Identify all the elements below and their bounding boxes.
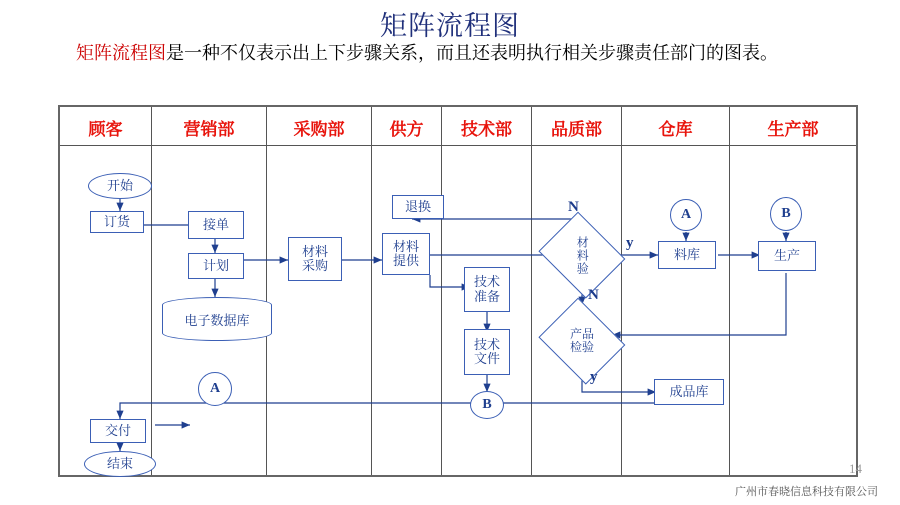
- matrix-flowchart: [58, 105, 858, 477]
- node-start: 开始: [88, 173, 152, 199]
- node-product-inspection: [536, 303, 628, 379]
- node-technical-preparation: 技术 准备: [464, 267, 510, 312]
- lane-header-label: 供方: [389, 120, 424, 139]
- node-material-purchase: 材料 采购: [288, 237, 342, 281]
- page-title: 矩阵流程图: [380, 11, 520, 41]
- subtitle-highlight: 矩阵流程图: [76, 43, 166, 63]
- node-order: 订货: [90, 211, 144, 233]
- subtitle-rest: 是一种不仅表示出上下步骤关系，而且还表明执行相关步骤责任部门的图表。: [166, 43, 778, 63]
- lane-header-label: 品质部: [551, 120, 602, 139]
- page-number: 14: [849, 461, 862, 476]
- node-connector-b1: B: [470, 391, 504, 419]
- node-delivery: 交付: [90, 419, 146, 443]
- node-technical-document: 技术 文件: [464, 329, 510, 375]
- node-return-exchange: 退换: [392, 195, 444, 219]
- node-material-warehouse: 料库: [658, 241, 716, 269]
- node-accept-order: 接单: [188, 211, 244, 239]
- lane-header-label: 仓库: [658, 120, 693, 139]
- node-connector-a2: A: [670, 199, 702, 231]
- footer-company: 广州市春晓信息科技有限公司: [735, 486, 878, 498]
- node-connector-b2: B: [770, 197, 802, 231]
- node-plan: 计划: [188, 253, 244, 279]
- lane-header-label: 生产部: [767, 120, 819, 139]
- node-finished-goods-warehouse: 成品库: [654, 379, 724, 405]
- node-label: 产品 检验: [569, 327, 594, 354]
- connector-layer: [60, 107, 860, 479]
- node-label: 材料验: [575, 235, 590, 275]
- edge-label-product-no: N: [588, 287, 599, 303]
- node-material-inspection: [536, 217, 628, 293]
- edge-label-product-yes: y: [590, 369, 598, 385]
- node-connector-a1: A: [198, 372, 232, 406]
- node-end: 结束: [84, 451, 156, 477]
- lane-header-label: 采购部: [293, 120, 345, 139]
- node-production: 生产: [758, 241, 816, 271]
- node-material-supply: 材料 提供: [382, 233, 430, 275]
- node-electronic-database: 电子数据库: [162, 297, 272, 341]
- edge-label-material-no: N: [568, 199, 579, 215]
- lane-header-label: 营销部: [183, 120, 235, 139]
- lane-header-label: 顾客: [88, 120, 123, 139]
- lane-header-label: 技术部: [461, 120, 512, 139]
- subtitle-paragraph: [40, 40, 870, 67]
- edge-label-material-yes: y: [626, 235, 634, 251]
